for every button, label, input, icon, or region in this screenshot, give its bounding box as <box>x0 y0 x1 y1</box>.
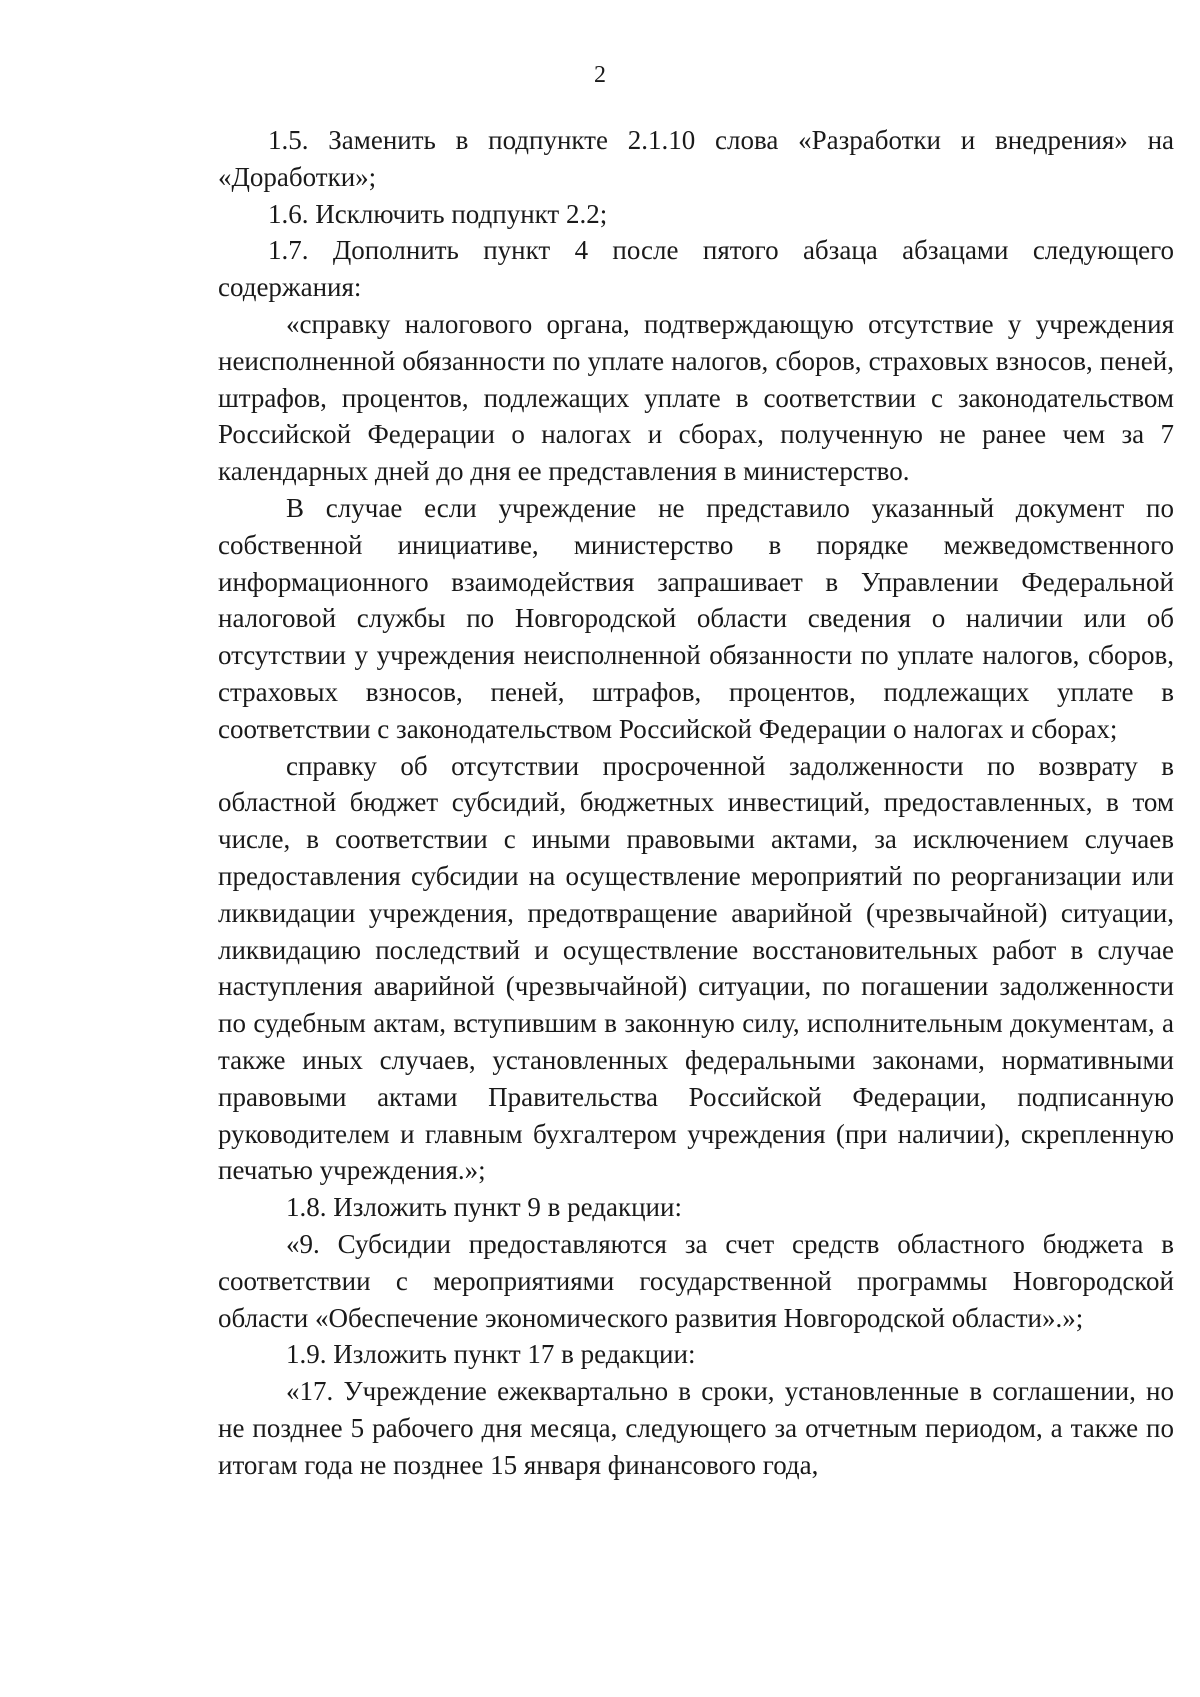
paragraph-1-6: 1.6. Исключить подпункт 2.2; <box>268 198 608 229</box>
paragraph-tax-certificate: «справку налогового органа, подтверждающую отсутствие у учреждения неисполненной обязанности по уплате налогов, сборов, страховых взносов, пеней, штрафов, процентов, подлежащих уплате в соответствии с законодательством Российской Федерации о налогах и сборах, полученную не ранее чем за 7 календарных дней до дня ее представления в министерство. <box>218 308 1174 487</box>
paragraph-1-8: 1.8. Изложить пункт 9 в редакции: <box>286 1192 682 1223</box>
paragraph-debt-certificate: справку об отсутствии просроченной задолженности по возврату в областной бюджет субсидий, бюджетных инвестиций, предоставленных, в том числе, в соответствии с иными правовыми актами, за исключением случаев предоставления субсидии на осуществление мероприятий по реорганизации или ликвидации учреждения, предотвращение аварийной (чрезвычайной) ситуации, ликвидацию последствий и осуществление восстановительных работ в случае наступления аварийной (чрезвычайной) ситуации, по погашении задолженности по судебным актам, вступившим в законную силу, исполнительным документам, а также иных случаев, установленных федеральными законами, нормативными правовыми актами Правительства Российской Федерации, подписанную руководителем и главным бухгалтером учреждения (при наличии), скрепленную печатью учреждения.»; <box>218 750 1174 1186</box>
paragraph-1-5: 1.5. Заменить в подпункте 2.1.10 слова «Разработки и внедрения» на «Доработки»; <box>218 125 1174 192</box>
paragraph-item-17: «17. Учреждение ежеквартально в сроки, установленные в соглашении, но не позднее 5 рабочего дня месяца, следующего за отчетным периодом, а также по итогам года не позднее 15 января финансового года, <box>218 1376 1174 1480</box>
page-number: 2 <box>594 62 606 88</box>
paragraph-interagency-request: В случае если учреждение не представило указанный документ по собственной инициативе, министерство в порядке межведомственного информационного взаимодействия запрашивает в Управлении Федеральной налоговой службы по Новгородской области сведения о наличии или об отсутствии у учреждения неисполненной обязанности по уплате налогов, сборов, страховых взносов, пеней, штрафов, процентов, подлежащих уплате в соответствии с законодательством Российской Федерации о налогах и сборах; <box>218 492 1174 744</box>
document-body <box>218 122 1174 1483</box>
paragraph-item-9: «9. Субсидии предоставляются за счет средств областного бюджета в соответствии с мероприятиями государственной программы Новгородской области «Обеспечение экономического развития Новгородской области».»; <box>218 1228 1174 1333</box>
paragraph-1-7: 1.7. Дополнить пункт 4 после пятого абзаца абзацами следующего содержания: <box>218 235 1174 303</box>
paragraph-1-9: 1.9. Изложить пункт 17 в редакции: <box>286 1339 696 1370</box>
